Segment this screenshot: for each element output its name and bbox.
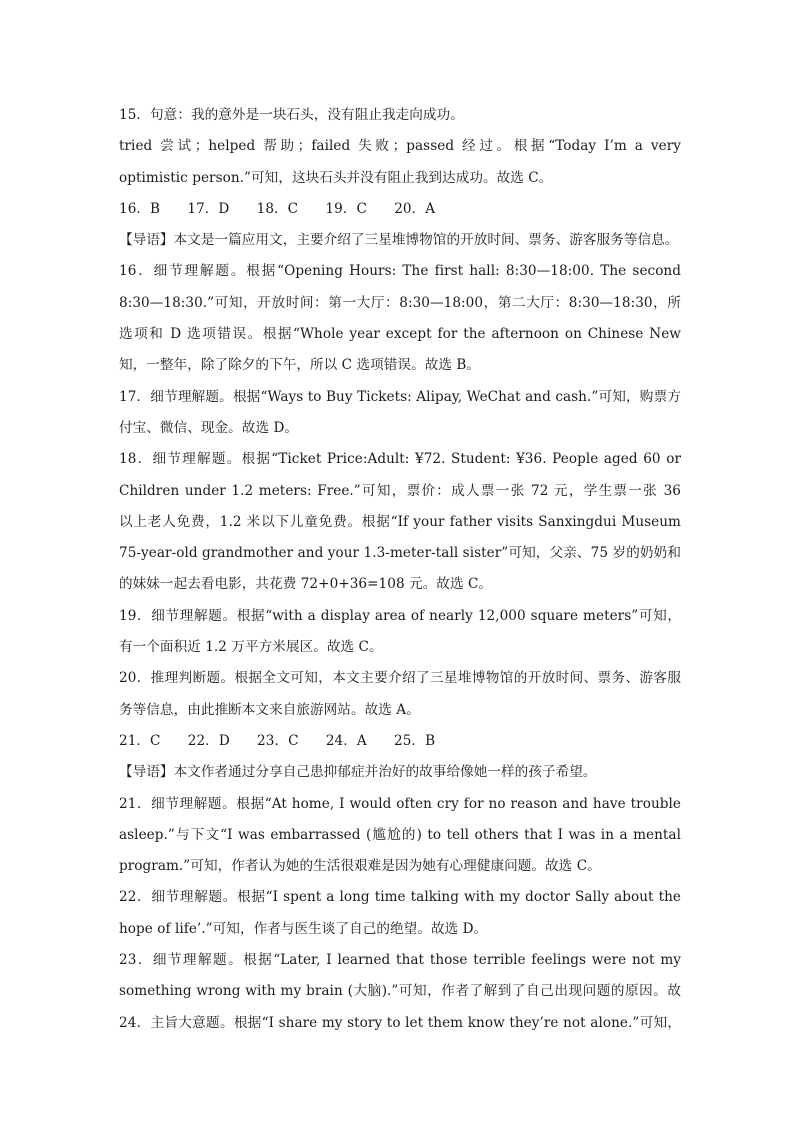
text-line-q18-d: 75-year-old grandmother and your 1.3-meter-tall sister”可知，父亲、75 岁的奶奶和: [119, 545, 681, 562]
text-line-q19-a: 19．细节理解题。根据“with a display area of nearly 12,000 square meters”可知，: [119, 607, 681, 624]
text-line-q24-a: 24．主旨大意题。根据“I share my story to let them know they’re not alone.”可知，: [119, 1014, 681, 1031]
text-line-q21-c: program.”可知，作者认为她的生活很艰难是因为她有心理健康问题。故选 C。: [119, 858, 601, 875]
text-line-q17-a: 17．细节理解题。根据“Ways to Buy Tickets: Alipay, WeChat and cash.”可知，购票方: [119, 388, 681, 405]
text-line-q17-b: 付宝、微信、现金。故选 D。: [119, 419, 299, 436]
passage-intro-21-25: 【导语】本文作者通过分享自己患抑郁症并治好的故事给像她一样的孩子希望。: [119, 764, 597, 781]
text-line-q20-a: 20．推理判断题。根据全文可知，本文主要介绍了三星堆博物馆的开放时间、票务、游客服: [119, 670, 681, 687]
text-line-q23-b: something wrong with my brain (大脑).”可知，作者了解到了自己出现问题的原因。故: [119, 983, 681, 1000]
text-line-q23-a: 23．细节理解题。根据“Later, I learned that those terrible feelings were not my: [119, 952, 681, 969]
text-line-q16-a: 16．细节理解题。根据“Opening Hours: The first hall: 8:30—18:00. The second: [119, 263, 681, 280]
text-line-q16-c: 选项和 D 选项错误。根据“Whole year except for the afternoon on Chinese New: [119, 326, 681, 343]
text-line-q19-b: 有一个面积近 1.2 万平方米展区。故选 C。: [119, 639, 383, 656]
text-line-q18-e: 的妹妹一起去看电影，共花费 72+0+36=108 元。故选 C。: [119, 576, 493, 593]
text-line-q18-b: Children under 1.2 meters: Free.”可知，票价：成人票一张 72 元，学生票一张 36: [119, 482, 681, 499]
answer-document: [119, 100, 681, 1039]
text-line-q18-a: 18．细节理解题。根据“Ticket Price:Adult: ¥72. Student: ¥36. People aged 60 or: [119, 451, 681, 468]
text-line-q15-words: tried 尝试；helped 帮助；failed 失败；passed 经过。根据“Today I’m a very: [119, 138, 681, 155]
text-line-q16-b: 8:30—18:30.”可知，开放时间：第一大厅：8:30—18:00，第二大厅：8:30—18:30，所: [119, 294, 681, 311]
text-line-q15-translation: 15．句意：我的意外是一块石头，没有阻止我走向成功。: [119, 107, 464, 123]
text-line-q20-b: 务等信息，由此推断本文来自旅游网站。故选 A。: [119, 701, 420, 718]
text-line-q22-b: hope of life’.”可知，作者与医生谈了自己的绝望。故选 D。: [119, 920, 488, 937]
answer-key-21-25: 21．C 22．D 23．C 24．A 25．B: [119, 732, 436, 749]
text-line-q15-conclusion: optimistic person.”可知，这块石头并没有阻止我到达成功。故选 C。: [119, 169, 553, 186]
text-line-q21-a: 21．细节理解题。根据“At home, I would often cry for no reason and have trouble: [119, 795, 681, 812]
text-line-q16-d: 知，一整年，除了除夕的下午，所以 C 选项错误。故选 B。: [119, 357, 481, 374]
text-line-q22-a: 22．细节理解题。根据“I spent a long time talking with my doctor Sally about the: [119, 889, 681, 906]
answer-key-16-20: 16．B 17．D 18．C 19．C 20．A: [119, 200, 436, 217]
passage-intro-16-20: 【导语】本文是一篇应用文，主要介绍了三星堆博物馆的开放时间、票务、游客服务等信息。: [119, 232, 679, 249]
text-line-q18-c: 以上老人免费，1.2 米以下儿童免费。根据“If your father visits Sanxingdui Museum: [119, 513, 681, 530]
text-line-q21-b: asleep.”与下文“I was embarrassed (尴尬的) to tell others that I was in a mental: [119, 826, 681, 843]
